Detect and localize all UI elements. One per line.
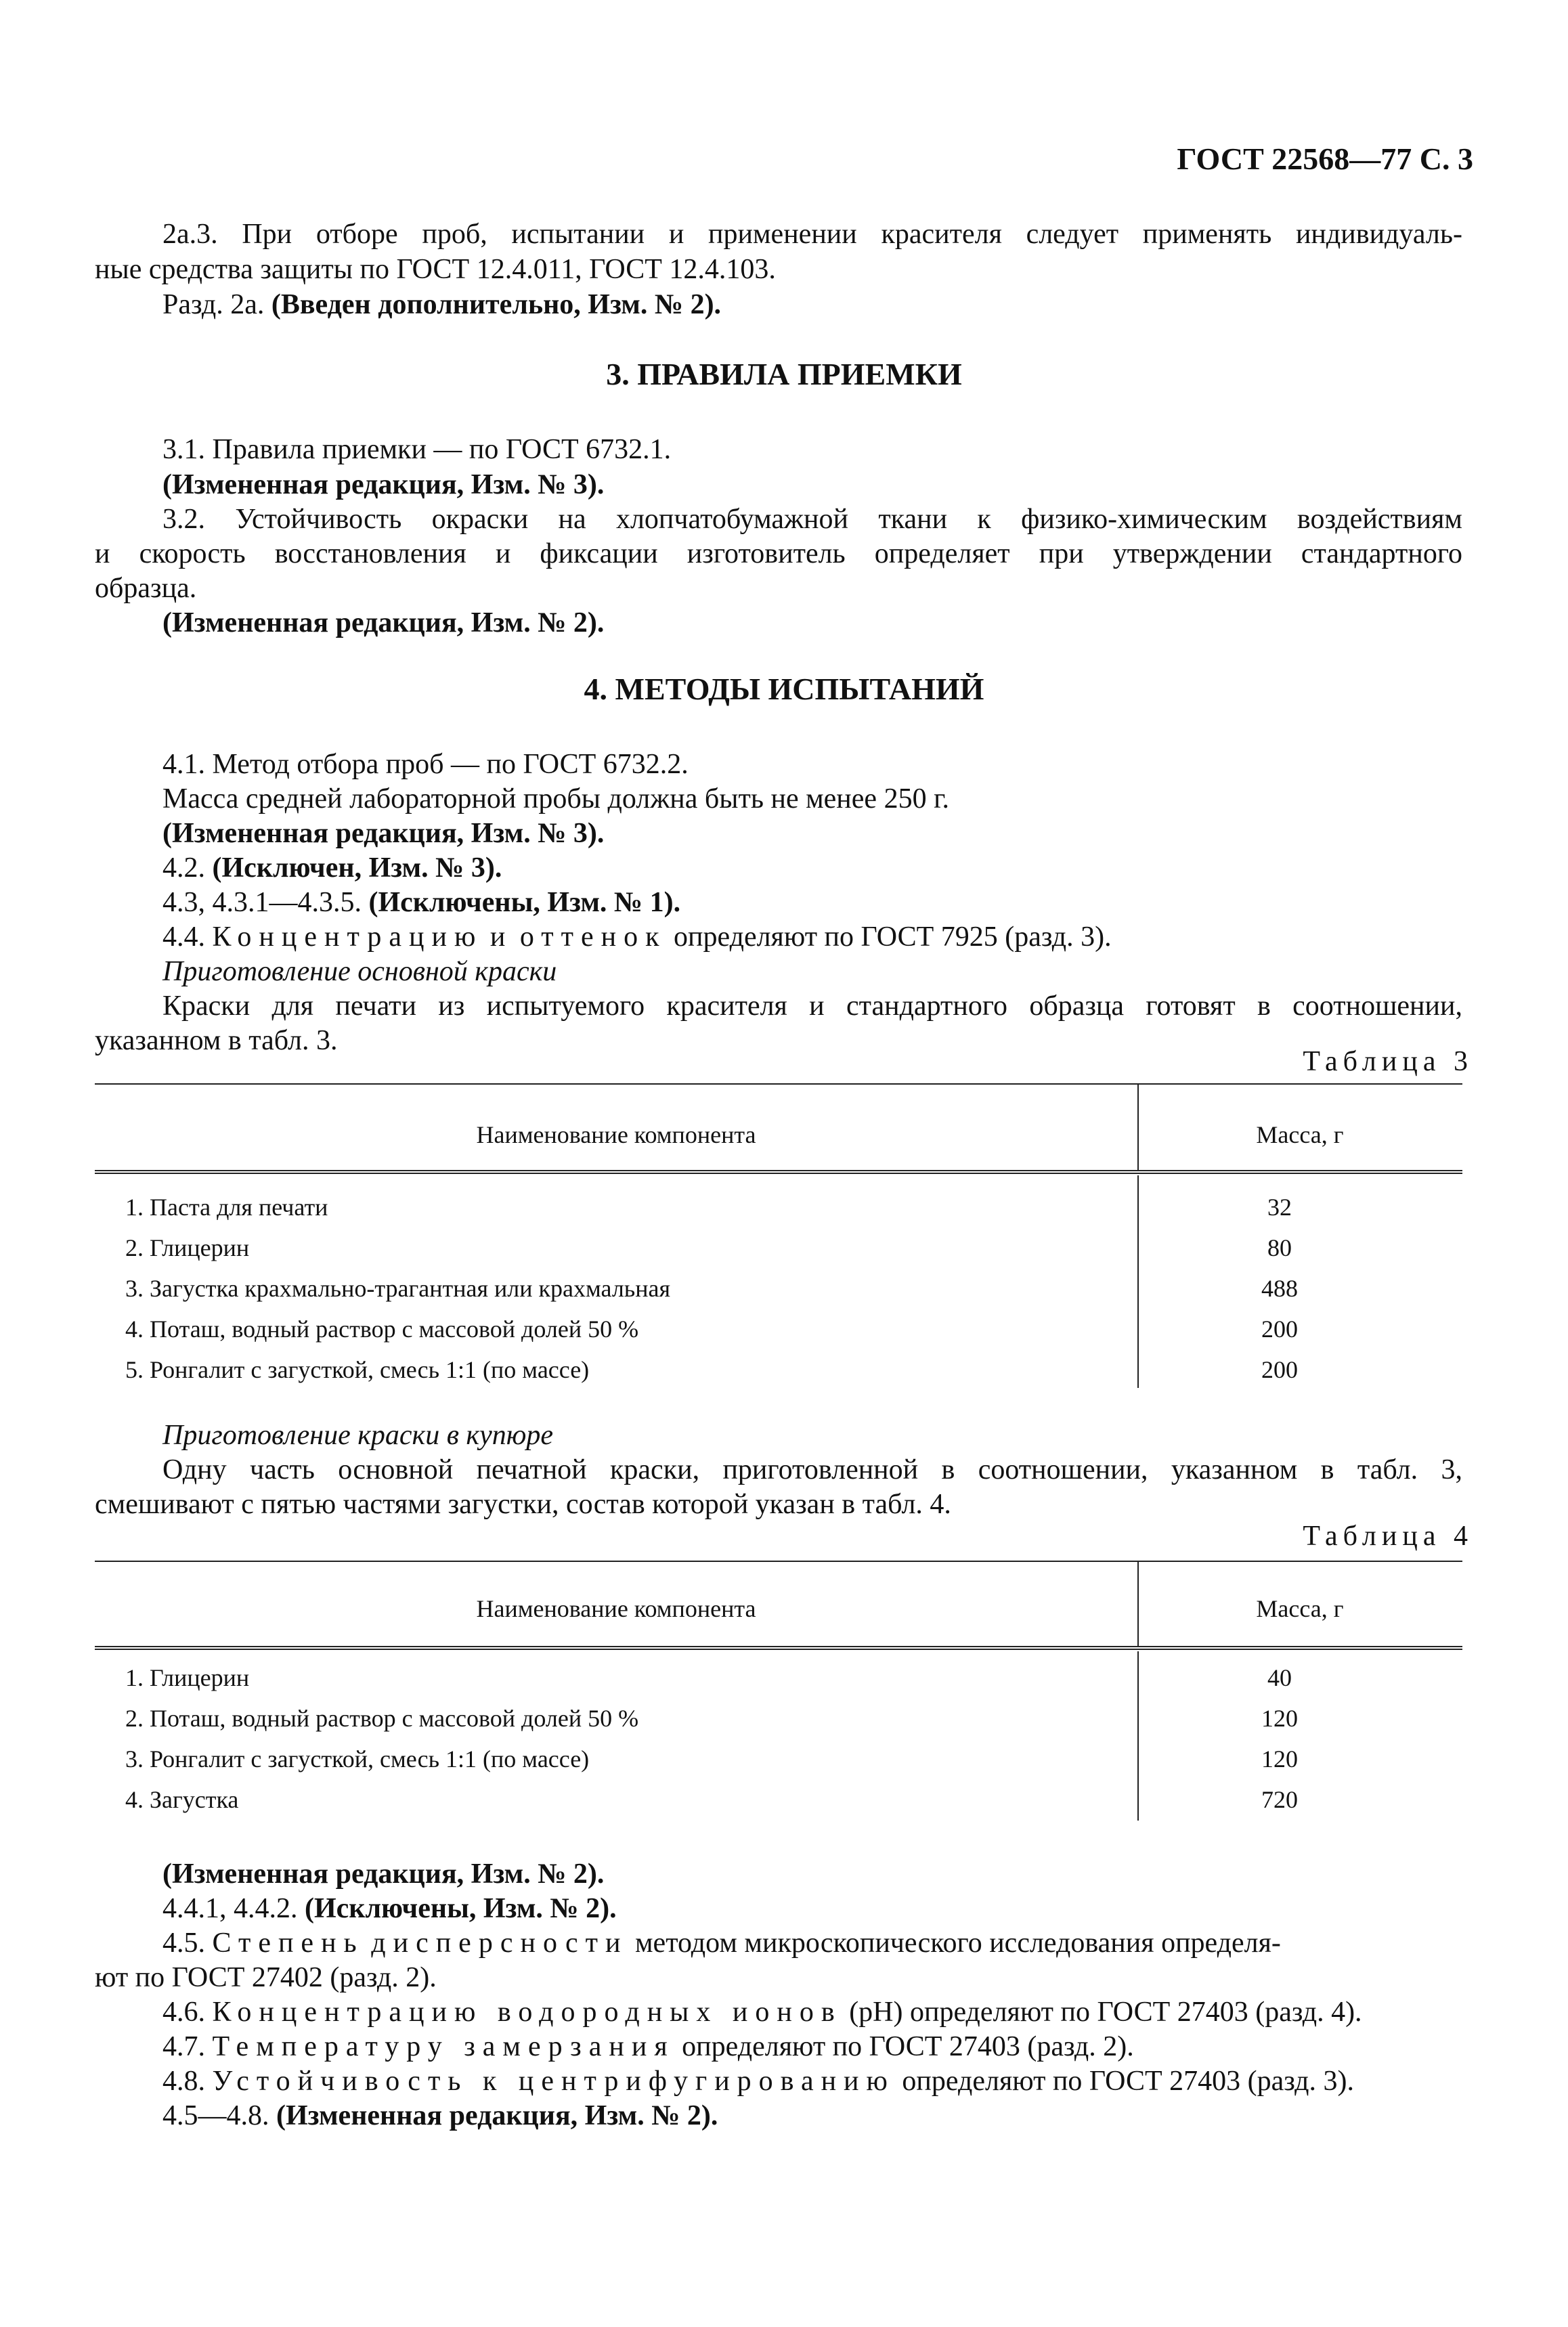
table-row-mass: 200 — [1261, 1356, 1298, 1383]
para-4-4-line1: Краски для печати из испытуемого красителя и стандартного образца готовят в соотношении, — [162, 991, 1462, 1022]
table-row-mass: 488 — [1261, 1275, 1298, 1302]
table3-caption: Таблица 3 — [1303, 1046, 1473, 1077]
para-3-1-note: (Измененная редакция, Изм. № 3). — [162, 469, 605, 500]
para-3-2-line2: и скорость восстановления и фиксации изготовитель определяет при утверждении стандартного — [95, 538, 1462, 569]
table4-col-mass-header: Масса, г — [1256, 1595, 1344, 1622]
table-row-mass: 720 — [1261, 1786, 1298, 1813]
para-4-7: 4.7. Температуру замерзания определяют по ГОСТ 27403 (разд. 2). — [162, 2031, 1134, 2062]
table3-col-mass-header: Масса, г — [1256, 1121, 1344, 1148]
para-kupure-line1: Одну часть основной печатной краски, приготовленной в соотношении, указанном в табл. 3, — [162, 1454, 1462, 1485]
para-3-1: 3.1. Правила приемки — по ГОСТ 6732.1. — [162, 434, 672, 465]
para-4-5-4-8: 4.5—4.8. (Измененная редакция, Изм. № 2). — [162, 2100, 718, 2131]
table-row-name: 3. Загустка крахмально-трагантная или крахмальная — [125, 1275, 671, 1302]
table-row-name: 4. Загустка — [125, 1786, 239, 1813]
table4-body-divider — [1137, 1651, 1139, 1821]
table-4 — [95, 1561, 1462, 1825]
table-row-name: 1. Паста для печати — [125, 1194, 328, 1221]
table4-top-rule — [95, 1561, 1462, 1562]
para-3-2-line1: 3.2. Устойчивость окраски на хлопчатобумажной ткани к физико-химическим воздействиям — [162, 504, 1462, 535]
para-4-6: 4.6. Концентрацию водородных ионов (pH) определяют по ГОСТ 27403 (разд. 4). — [162, 1997, 1362, 2028]
section-4-heading: 4. МЕТОДЫ ИСПЫТАНИЙ — [584, 672, 984, 706]
table-row-name: 2. Поташ, водный раствор с массовой долей 50 % — [125, 1705, 639, 1732]
para-3-2-note: (Измененная редакция, Изм. № 2). — [162, 607, 605, 638]
table-3 — [95, 1083, 1462, 1388]
para-4-1: 4.1. Метод отбора проб — по ГОСТ 6732.2. — [162, 749, 689, 780]
table-row-mass: 120 — [1261, 1705, 1298, 1732]
para-after-t4-note: (Измененная редакция, Изм. № 2). — [162, 1858, 605, 1890]
para-4-4: 4.4. Концентрацию и оттенок определяют по ГОСТ 7925 (разд. 3). — [162, 921, 1112, 953]
para-4-8: 4.8. Устойчивость к центрифугированию определяют по ГОСТ 27403 (разд. 3). — [162, 2066, 1354, 2097]
table-row-name: 3. Ронгалит с загусткой, смесь 1:1 (по массе) — [125, 1745, 590, 1773]
para-4-2: 4.2. (Исключен, Изм. № 3). — [162, 852, 502, 884]
table-row-name: 1. Глицерин — [125, 1664, 250, 1691]
table-row-name: 4. Поташ, водный раствор с массовой долей 50 % — [125, 1315, 639, 1343]
table3-body-divider — [1137, 1175, 1139, 1388]
table4-caption: Таблица 4 — [1303, 1521, 1473, 1552]
para-4-3: 4.3, 4.3.1—4.3.5. (Исключены, Изм. № 1). — [162, 887, 681, 918]
table-row-mass: 200 — [1261, 1315, 1298, 1343]
para-kupure-line2: смешивают с пятью частями загустки, состав которой указан в табл. 4. — [95, 1489, 951, 1520]
table4-header-rule — [95, 1646, 1462, 1650]
table3-header-rule — [95, 1170, 1462, 1174]
table-row-mass: 40 — [1267, 1664, 1292, 1691]
table-row-mass: 80 — [1267, 1234, 1292, 1261]
section-3-heading: 3. ПРАВИЛА ПРИЕМКИ — [606, 357, 962, 391]
table-row-name: 2. Глицерин — [125, 1234, 250, 1261]
para-2a3-line1: 2а.3. При отборе проб, испытании и применении красителя следует применять индивидуаль- — [162, 219, 1462, 250]
table3-col-name-header: Наименование компонента — [476, 1121, 756, 1148]
table-row-mass: 32 — [1267, 1194, 1292, 1221]
para-4-4-1: 4.4.1, 4.4.2. (Исключены, Изм. № 2). — [162, 1893, 617, 1924]
subheading-kupure: Приготовление краски в купюре — [162, 1420, 553, 1451]
para-4-4-line2: указанном в табл. 3. — [95, 1025, 338, 1056]
table3-top-rule — [95, 1083, 1462, 1085]
para-2a3-line2: ные средства защиты по ГОСТ 12.4.011, ГОСТ 12.4.103. — [95, 254, 776, 285]
para-2a-note: Разд. 2а. (Введен дополнительно, Изм. № 2). — [162, 289, 722, 320]
para-3-2-line3: образца. — [95, 573, 197, 604]
page-header: ГОСТ 22568—77 С. 3 — [1177, 142, 1473, 176]
para-4-1-note: (Измененная редакция, Изм. № 3). — [162, 818, 605, 849]
para-4-5: 4.5. Степень дисперсности методом микроскопического исследования определя- — [162, 1928, 1281, 1959]
table4-col-name-header: Наименование компонента — [476, 1595, 756, 1622]
subheading-basic-paint: Приготовление основной краски — [162, 956, 557, 987]
table-row-mass: 120 — [1261, 1745, 1298, 1773]
para-4-1-mass: Масса средней лабораторной пробы должна быть не менее 250 г. — [162, 783, 950, 814]
para-4-5-line2: ют по ГОСТ 27402 (разд. 2). — [95, 1962, 437, 1993]
table-row-name: 5. Ронгалит с загусткой, смесь 1:1 (по массе) — [125, 1356, 590, 1383]
